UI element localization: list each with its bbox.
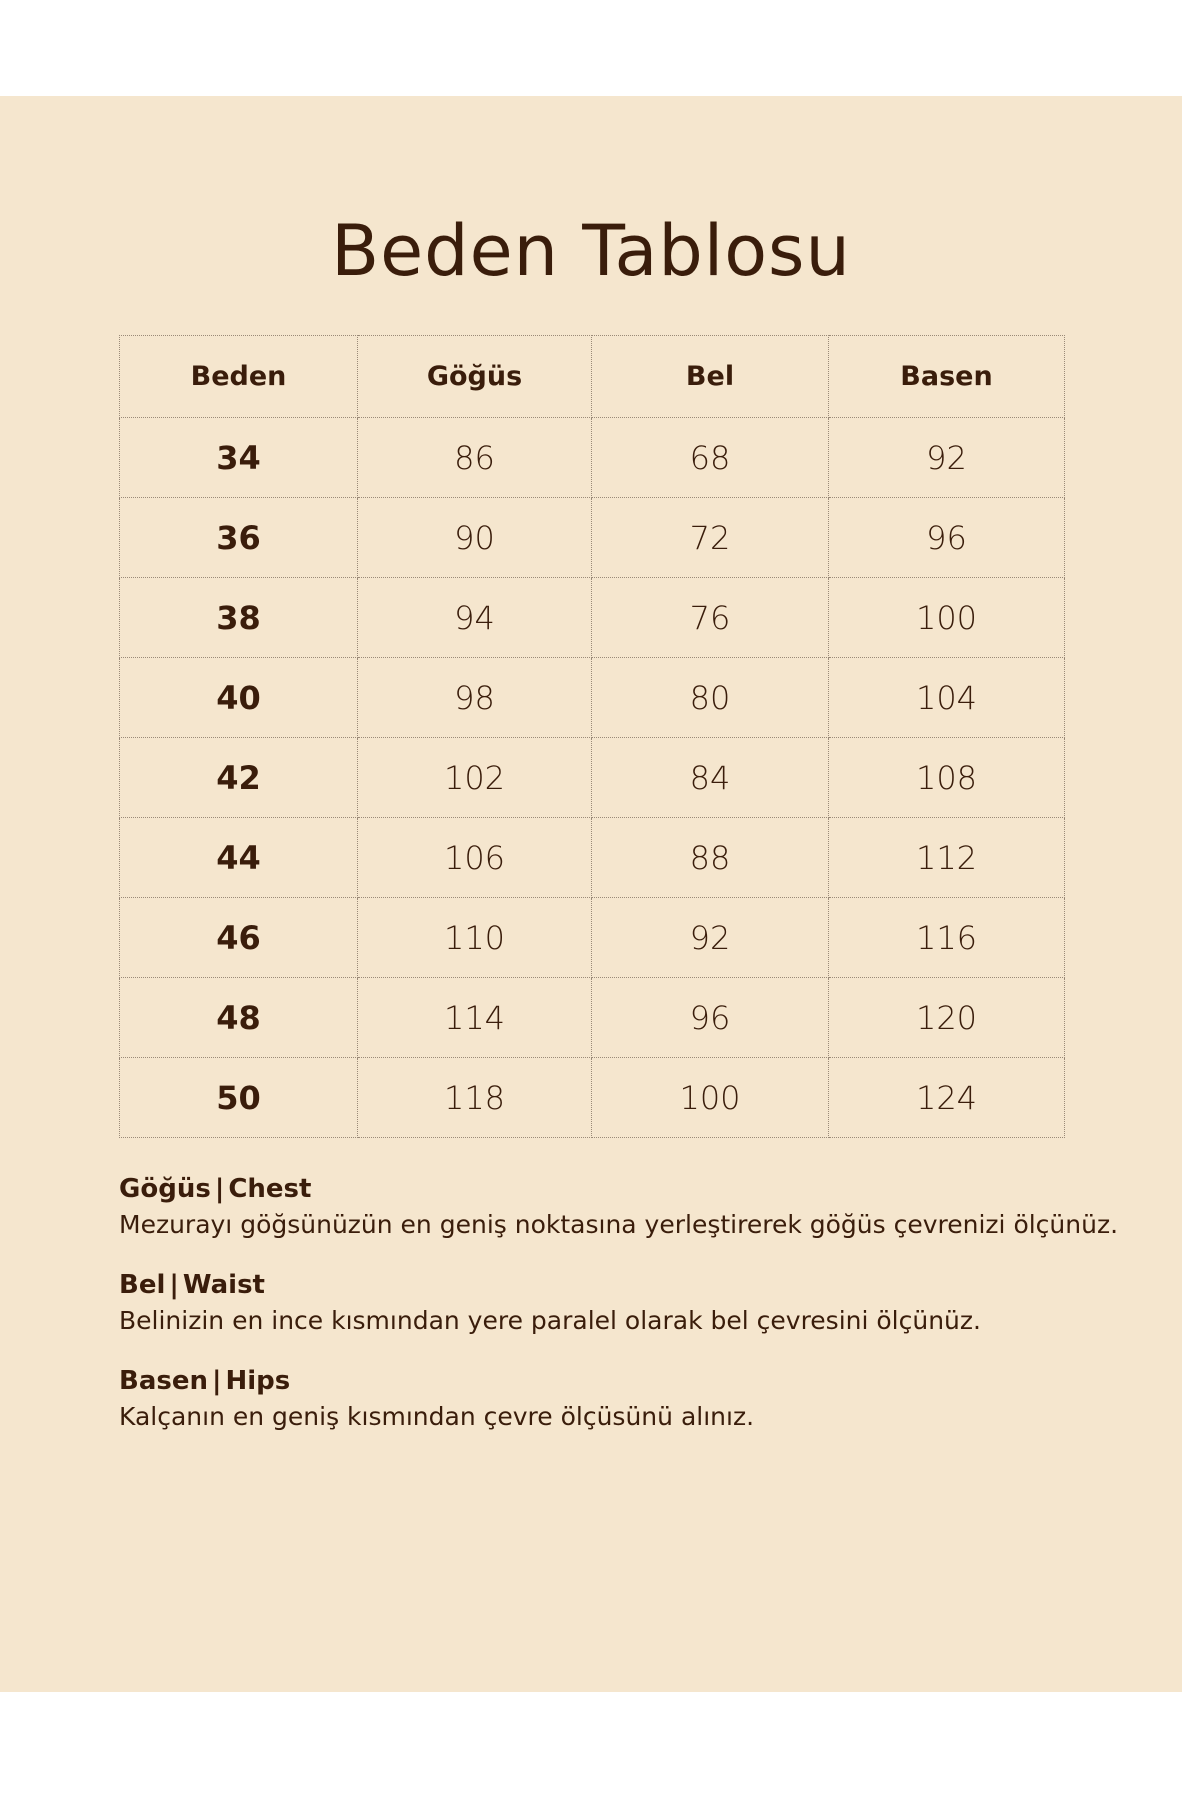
size-value: 44 xyxy=(120,818,358,898)
chest-value: 110 xyxy=(358,898,592,978)
chest-value: 98 xyxy=(358,658,592,738)
hips-value: 96 xyxy=(829,498,1065,578)
note-label-tr: Basen xyxy=(119,1366,208,1396)
table-header-row xyxy=(120,336,1065,418)
chest-value: 118 xyxy=(358,1058,592,1138)
table-row xyxy=(120,738,1065,818)
note-chest xyxy=(119,1171,1159,1243)
chest-value: 86 xyxy=(358,418,592,498)
header-bel: Bel xyxy=(592,336,829,418)
waist-value: 100 xyxy=(592,1058,829,1138)
header-gogus: Göğüs xyxy=(358,336,592,418)
hips-value: 116 xyxy=(829,898,1065,978)
size-value: 48 xyxy=(120,978,358,1058)
note-separator: | xyxy=(211,1366,222,1396)
note-label-en: Chest xyxy=(228,1174,312,1204)
hips-value: 112 xyxy=(829,818,1065,898)
note-separator: | xyxy=(214,1174,225,1204)
note-label-tr: Bel xyxy=(119,1270,166,1300)
note-waist xyxy=(119,1267,1159,1339)
note-label-en: Waist xyxy=(182,1270,265,1300)
hips-value: 124 xyxy=(829,1058,1065,1138)
waist-value: 84 xyxy=(592,738,829,818)
note-separator: | xyxy=(169,1270,179,1300)
measurement-notes xyxy=(119,1171,1159,1459)
note-hips xyxy=(119,1363,1159,1435)
table-row xyxy=(120,1058,1065,1138)
size-value: 42 xyxy=(120,738,358,818)
note-text: Mezurayı göğsünüzün en geniş noktasına yerleştirerek göğüs çevrenizi ölçünüz. xyxy=(119,1210,1119,1239)
table-row xyxy=(120,418,1065,498)
note-title xyxy=(119,1267,1159,1303)
chest-value: 114 xyxy=(358,978,592,1058)
note-title xyxy=(119,1363,1159,1399)
hips-value: 92 xyxy=(829,418,1065,498)
hips-value: 100 xyxy=(829,578,1065,658)
table-row xyxy=(120,978,1065,1058)
waist-value: 96 xyxy=(592,978,829,1058)
hips-value: 120 xyxy=(829,978,1065,1058)
waist-value: 68 xyxy=(592,418,829,498)
hips-value: 108 xyxy=(829,738,1065,818)
header-basen: Basen xyxy=(829,336,1065,418)
table-row xyxy=(120,898,1065,978)
table-row xyxy=(120,498,1065,578)
table-row xyxy=(120,818,1065,898)
waist-value: 72 xyxy=(592,498,829,578)
waist-value: 76 xyxy=(592,578,829,658)
note-text: Kalçanın en geniş kısmından çevre ölçüsünü alınız. xyxy=(119,1402,755,1431)
size-value: 36 xyxy=(120,498,358,578)
size-value: 38 xyxy=(120,578,358,658)
size-chart-card xyxy=(0,96,1182,1692)
hips-value: 104 xyxy=(829,658,1065,738)
table-row xyxy=(120,658,1065,738)
size-value: 40 xyxy=(120,658,358,738)
waist-value: 88 xyxy=(592,818,829,898)
size-value: 34 xyxy=(120,418,358,498)
page-title: Beden Tablosu xyxy=(331,210,851,292)
header-beden: Beden xyxy=(120,336,358,418)
note-label-en: Hips xyxy=(225,1366,291,1396)
chest-value: 90 xyxy=(358,498,592,578)
note-label-tr: Göğüs xyxy=(119,1174,211,1204)
chest-value: 94 xyxy=(358,578,592,658)
table-row xyxy=(120,578,1065,658)
note-text: Belinizin en ince kısmından yere paralel olarak bel çevresini ölçünüz. xyxy=(119,1306,981,1335)
size-value: 46 xyxy=(120,898,358,978)
note-title xyxy=(119,1171,1159,1207)
size-value: 50 xyxy=(120,1058,358,1138)
waist-value: 80 xyxy=(592,658,829,738)
size-table xyxy=(119,335,1065,1138)
waist-value: 92 xyxy=(592,898,829,978)
chest-value: 106 xyxy=(358,818,592,898)
chest-value: 102 xyxy=(358,738,592,818)
